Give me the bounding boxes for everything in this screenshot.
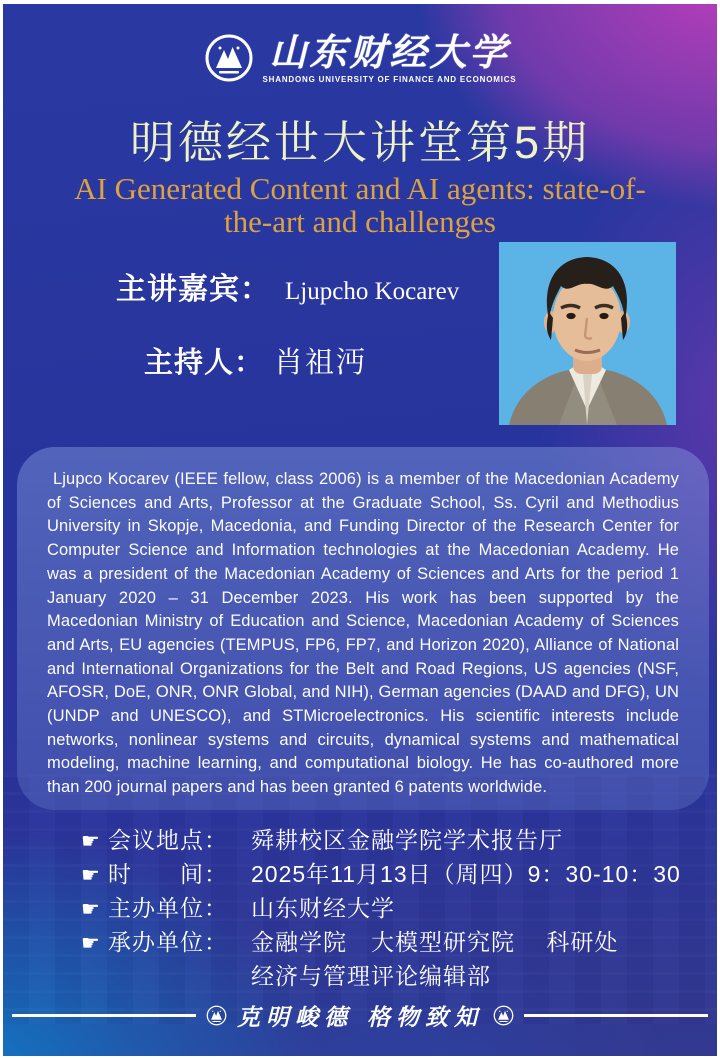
info-value-time: 2025年11月13日（周四）9：30-10：30 — [251, 861, 681, 887]
pointing-hand-icon: ☛ — [81, 864, 100, 887]
info-label-location: 会议地点： — [108, 827, 228, 853]
info-value-host-units: 金融学院 大模型研究院 科研处 — [251, 929, 619, 955]
footer-divider-right — [524, 1014, 708, 1017]
speaker-name: Ljupcho Kocarev — [285, 278, 460, 305]
university-seal-icon — [204, 33, 254, 83]
talk-title — [3, 172, 717, 238]
speaker-bio-text: Ljupco Kocarev (IEEE fellow, class 2006) is a member of the Macedonian Academy of Sciences and Arts, Professor at the Graduate School, Ss. Cyril and Methodius University in Skopje, Macedonia, and Funding Director of the Research Center for Computer Science and Information technologies at the Macedonian Academy. He was a president of the Macedonian Academy of Sciences and Arts for the period 1 January 2020 – 31 December 2023. His work has been supported by the Macedonian Ministry of Education and Science, Macedonian Academy of Sciences and Arts, EU agencies (TEMPUS, FP6, FP7, and Horizon 2020), Alliance of National and International Organizations for the Belt and Road Regions, US agencies (NSF, AFOSR, DoE, ONR, ONR Global, and NIH), German agencies (DAAD and DFG), UN (UNDP and UNESCO), and STMicroelectronics. His scientific interests include networks, nonlinear systems and circuits, dynamical systems and mathematical modeling, machine learning, and computational biology. He has co-authored more than 200 journal papers and has been granted 6 patents worldwide. — [47, 470, 679, 797]
footer-divider-left — [12, 1014, 196, 1017]
university-header — [3, 32, 717, 84]
motto-text: 克明峻德 格物致知 — [237, 1004, 484, 1031]
info-label-organizer: 主办单位： — [108, 895, 228, 921]
footer-motto-bar — [3, 999, 717, 1032]
speaker-row — [116, 264, 459, 308]
info-row-host-units-cont — [81, 958, 681, 992]
host-row — [144, 340, 367, 381]
talk-title-line1: AI Generated Content and AI agents: state-of- — [74, 171, 646, 206]
info-value-location: 舜耕校区金融学院学术报告厅 — [251, 827, 563, 853]
pointing-hand-icon: ☛ — [81, 898, 100, 921]
info-row-organizer — [81, 890, 681, 924]
lecture-series-title: 明德经世大讲堂第5期 — [129, 117, 591, 168]
pointing-hand-icon: ☛ — [81, 830, 100, 853]
info-value-organizer: 山东财经大学 — [251, 895, 395, 921]
speaker-label: 主讲嘉宾： — [116, 273, 271, 306]
university-name-zh: 山东财经大学 — [269, 30, 510, 74]
info-row-location — [81, 822, 681, 856]
host-name: 肖祖沔 — [274, 347, 368, 379]
info-row-time — [81, 856, 681, 890]
talk-title-line2: the-art and challenges — [224, 204, 496, 240]
university-name-en: SHANDONG UNIVERSITY OF FINANCE AND ECONOMICS — [262, 74, 517, 84]
host-label: 主持人： — [144, 347, 265, 379]
info-label-time: 时 间： — [108, 861, 228, 887]
speaker-photo — [499, 242, 676, 425]
pointing-hand-icon: ☛ — [81, 932, 100, 955]
info-value-host-units-cont: 经济与管理评论编辑部 — [251, 963, 491, 989]
event-info — [81, 822, 681, 992]
university-seal-icon — [493, 1005, 514, 1026]
speaker-bio-panel — [17, 447, 709, 810]
university-seal-icon — [206, 1005, 227, 1026]
info-row-host-units — [81, 924, 681, 958]
info-label-host-units: 承办单位： — [108, 929, 228, 955]
